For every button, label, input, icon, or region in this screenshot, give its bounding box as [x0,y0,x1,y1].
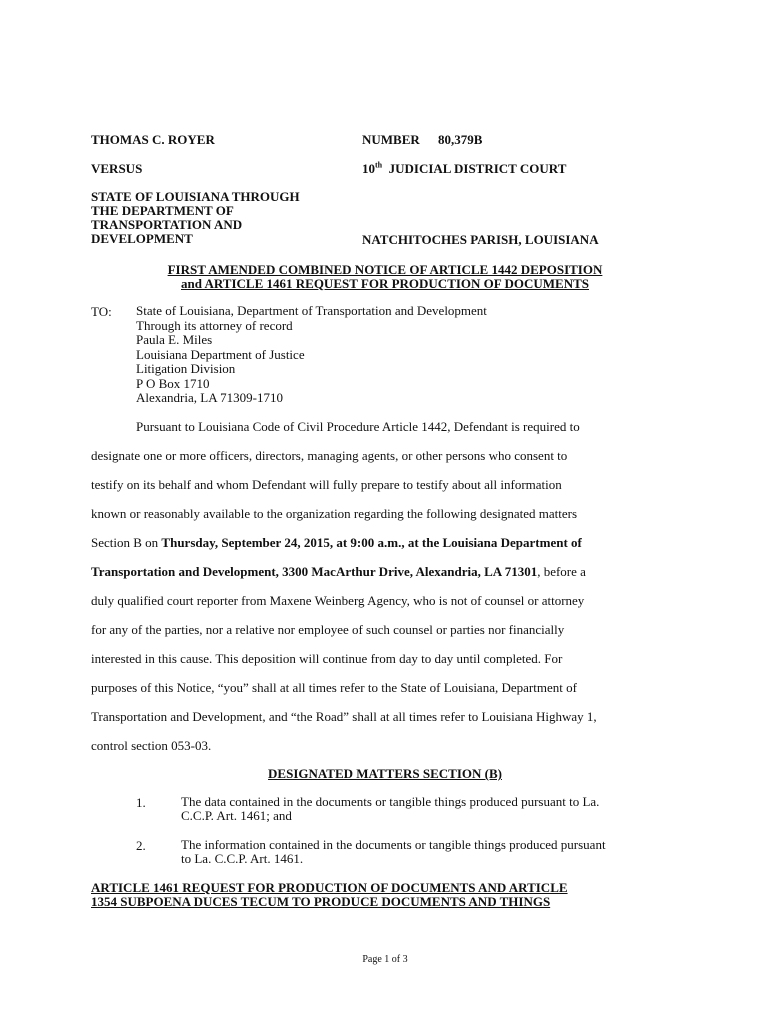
body-line: Transportation and Development, and “the Road” shall at all times refer to Louisiana Highway 1, [91,709,597,724]
list-item-number: 2. [136,838,146,853]
list-item [181,795,599,823]
recipient-line: Louisiana Department of Justice [136,346,305,362]
body-line: testify on its behalf and whom Defendant will fully prepare to testify about all information [91,477,562,492]
article-heading-line: ARTICLE 1461 REQUEST FOR PRODUCTION OF DOCUMENTS AND ARTICLE [91,880,568,895]
recipient-line: State of Louisiana, Department of Transportation and Development [136,303,487,318]
defendant-line: DEVELOPMENT [91,231,193,246]
document-title-line1: FIRST AMENDED COMBINED NOTICE OF ARTICLE 1442 DEPOSITION [167,262,603,277]
court-title: JUDICIAL DISTRICT COURT [388,161,567,176]
designated-matters-heading: DESIGNATED MATTERS SECTION (B) [268,766,502,781]
list-item-line: The information contained in the documents or tangible things produced pursuant [181,837,606,852]
body-line: designate one or more officers, directors, managing agents, or other persons who consent to [91,448,568,463]
page-number: Page 1 of 3 [362,954,408,965]
deposition-date: Thursday, September 24, 2015, at 9:00 a.m., at the Louisiana Department of [161,535,582,550]
recipient-line: Through its attorney of record [136,317,293,333]
body-line: for any of the parties, nor a relative nor employee of such counsel or parties nor financially [91,622,565,637]
plaintiff-name: THOMAS C. ROYER [91,132,215,147]
case-number-value: 80,379B [438,132,483,147]
defendant-line: TRANSPORTATION AND [91,217,243,232]
body-line: duly qualified court reporter from Maxene Weinberg Agency, who is not of counsel or attorney [91,593,585,608]
list-item [181,838,606,866]
body-line: known or reasonably available to the organization regarding the following designated matters [91,506,578,521]
article-heading-line: 1354 SUBPOENA DUCES TECUM TO PRODUCE DOCUMENTS AND THINGS [91,894,551,909]
deposition-location: Transportation and Development, 3300 MacArthur Drive, Alexandria, LA 71301 [91,564,538,579]
court-ordinal: 10 [362,161,375,176]
defendant-line: THE DEPARTMENT OF [91,203,234,218]
recipient-line: Paula E. Miles [136,332,213,347]
versus-label: VERSUS [91,161,143,176]
document-title-line2: and ARTICLE 1461 REQUEST FOR PRODUCTION OF DOCUMENTS [180,276,590,291]
body-line: control section 053-03. [91,738,212,753]
article-heading [91,881,568,909]
court-ordinal-suffix: th [375,160,383,170]
recipient-line: Alexandria, LA 71309-1710 [136,390,283,405]
case-number-label: NUMBER [362,132,420,147]
list-item-number: 1. [136,795,146,810]
body-line: purposes of this Notice, “you” shall at all times refer to the State of Louisiana, Department of [91,680,577,695]
body-line [91,535,582,551]
list-item-line: to La. C.C.P. Art. 1461. [181,851,304,866]
body-line: interested in this cause. This deposition will continue from day to day until completed. For [91,651,563,666]
list-item-line: C.C.P. Art. 1461; and [181,808,292,823]
parish-label: NATCHITOCHES PARISH, LOUISIANA [362,232,599,247]
body-text: , before a [537,564,586,579]
defendant-line: STATE OF LOUISIANA THROUGH [91,189,300,204]
body-line [91,564,586,580]
to-label: TO: [91,304,112,319]
recipient-address [136,304,487,406]
recipient-line: P O Box 1710 [136,375,210,391]
court-name [362,161,566,177]
defendant-block [91,190,300,246]
recipient-line: Litigation Division [136,361,236,376]
list-item-line: The data contained in the documents or tangible things produced pursuant to La. [181,794,600,809]
body-text: Section B on [91,535,162,550]
body-line: Pursuant to Louisiana Code of Civil Procedure Article 1442, Defendant is required to [136,419,580,434]
